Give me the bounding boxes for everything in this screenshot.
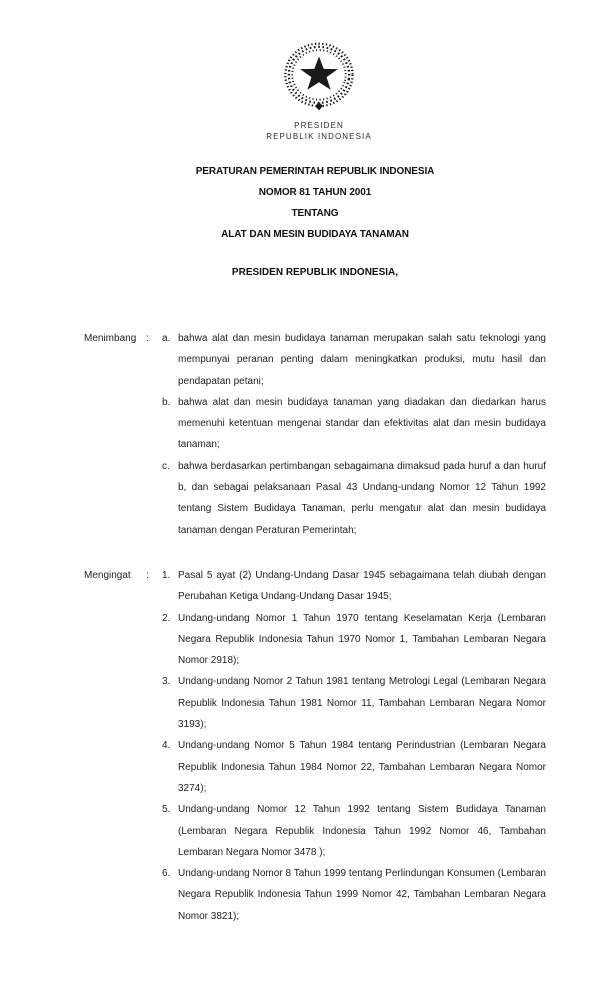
list-item-marker: 4. — [162, 740, 171, 752]
salutation: PRESIDEN REPUBLIK INDONESIA, — [231, 267, 399, 278]
list-item-marker: b. — [162, 396, 171, 408]
list-item — [162, 735, 546, 799]
regulation-title — [84, 161, 546, 245]
list-item-marker: 6. — [162, 868, 171, 880]
title-line-number: NOMOR 81 TAHUN 2001 — [258, 187, 372, 198]
star-in-wreath-icon — [277, 38, 361, 116]
list-item-text: bahwa alat dan mesin budidaya tanaman yang diadakan dan diedarkan harus memenuhi ketentuan mengenai standar dan efektivitas alat dan mesin budidaya tanaman; — [178, 396, 546, 451]
list-item — [162, 456, 546, 541]
list-item-text: Pasal 5 ayat (2) Undang-Undang Dasar 1945 sebagaimana telah diubah dengan Perubahan Ketiga Undang-Undang Dasar 1945; — [178, 570, 546, 603]
menimbang-separator: : — [146, 333, 149, 344]
title-line-regulation: PERATURAN PEMERINTAH REPUBLIK INDONESIA — [195, 166, 435, 177]
title-line-tentang: TENTANG — [291, 208, 339, 219]
list-item — [162, 863, 546, 927]
list-item-marker: c. — [162, 460, 170, 472]
list-item-text: Undang-undang Nomor 1 Tahun 1970 tentang Keselamatan Kerja (Lembaran Negara Republik Indonesia Tahun 1970 Nomor 1, Tambahan Lembaran Negara Nomor 2918); — [178, 612, 546, 667]
list-item-text: Undang-undang Nomor 12 Tahun 1992 tentang Sistem Budidaya Tanaman (Lembaran Negara Republik Indonesia Tahun 1992 Nomor 46, Tambahan Lembaran Negara Nomor 3478 ); — [178, 804, 546, 858]
list-item-text: Undang-undang Nomor 5 Tahun 1984 tentang Perindustrian (Lembaran Negara Republik Indonesia Tahun 1984 Nomor 22, Tambahan Lembaran Negara Nomor 3274); — [178, 740, 546, 794]
mengingat-label: Mengingat — [84, 570, 131, 581]
list-item — [162, 328, 546, 392]
presidential-emblem — [13, 38, 612, 142]
list-item-marker: a. — [162, 333, 171, 344]
mengingat-items — [162, 565, 546, 927]
menimbang-label: Menimbang — [84, 333, 137, 344]
emblem-caption-line2: REPUBLIK INDONESIA — [266, 132, 372, 141]
list-item-marker: 1. — [162, 570, 171, 581]
list-item-text: Undang-undang Nomor 2 Tahun 1981 tentang Metrologi Legal (Lembaran Negara Republik Indonesia Tahun 1981 Nomor 11, Tambahan Lembaran Negara Nomor 3193); — [178, 676, 546, 731]
list-item-text: Undang-undang Nomor 8 Tahun 1999 tentang Perlindungan Konsumen (Lembaran Negara Republik Indonesia Tahun 1999 Nomor 42, Tambahan Lembaran Negara Nomor 3821); — [178, 868, 546, 922]
list-item — [162, 565, 546, 608]
emblem-caption-line1: PRESIDEN — [294, 121, 344, 130]
list-item — [162, 392, 546, 456]
list-item — [162, 671, 546, 735]
menimbang-items — [162, 328, 546, 541]
list-item-marker: 2. — [162, 612, 171, 624]
section-mengingat — [84, 565, 546, 927]
mengingat-separator: : — [146, 570, 149, 581]
title-line-subject: ALAT DAN MESIN BUDIDAYA TANAMAN — [221, 229, 409, 240]
list-item-text: bahwa alat dan mesin budidaya tanaman merupakan salah satu teknologi yang mempunyai peranan penting dalam meningkatkan produksi, mutu hasil dan pendapatan petani; — [178, 333, 546, 387]
list-item-marker: 5. — [162, 804, 171, 816]
list-item-marker: 3. — [162, 676, 171, 688]
list-item — [162, 608, 546, 672]
section-menimbang — [84, 328, 546, 541]
list-item-text: bahwa berdasarkan pertimbangan sebagaimana dimaksud pada huruf a dan huruf b, dan sebagai pelaksanaan Pasal 43 Undang-undang Nomor 12 Tahun 1992 tentang Sistem Budidaya Tanaman, perlu mengatur alat dan mesin budidaya tanaman dengan Peraturan Pemerintah; — [178, 460, 546, 536]
list-item — [162, 799, 546, 863]
